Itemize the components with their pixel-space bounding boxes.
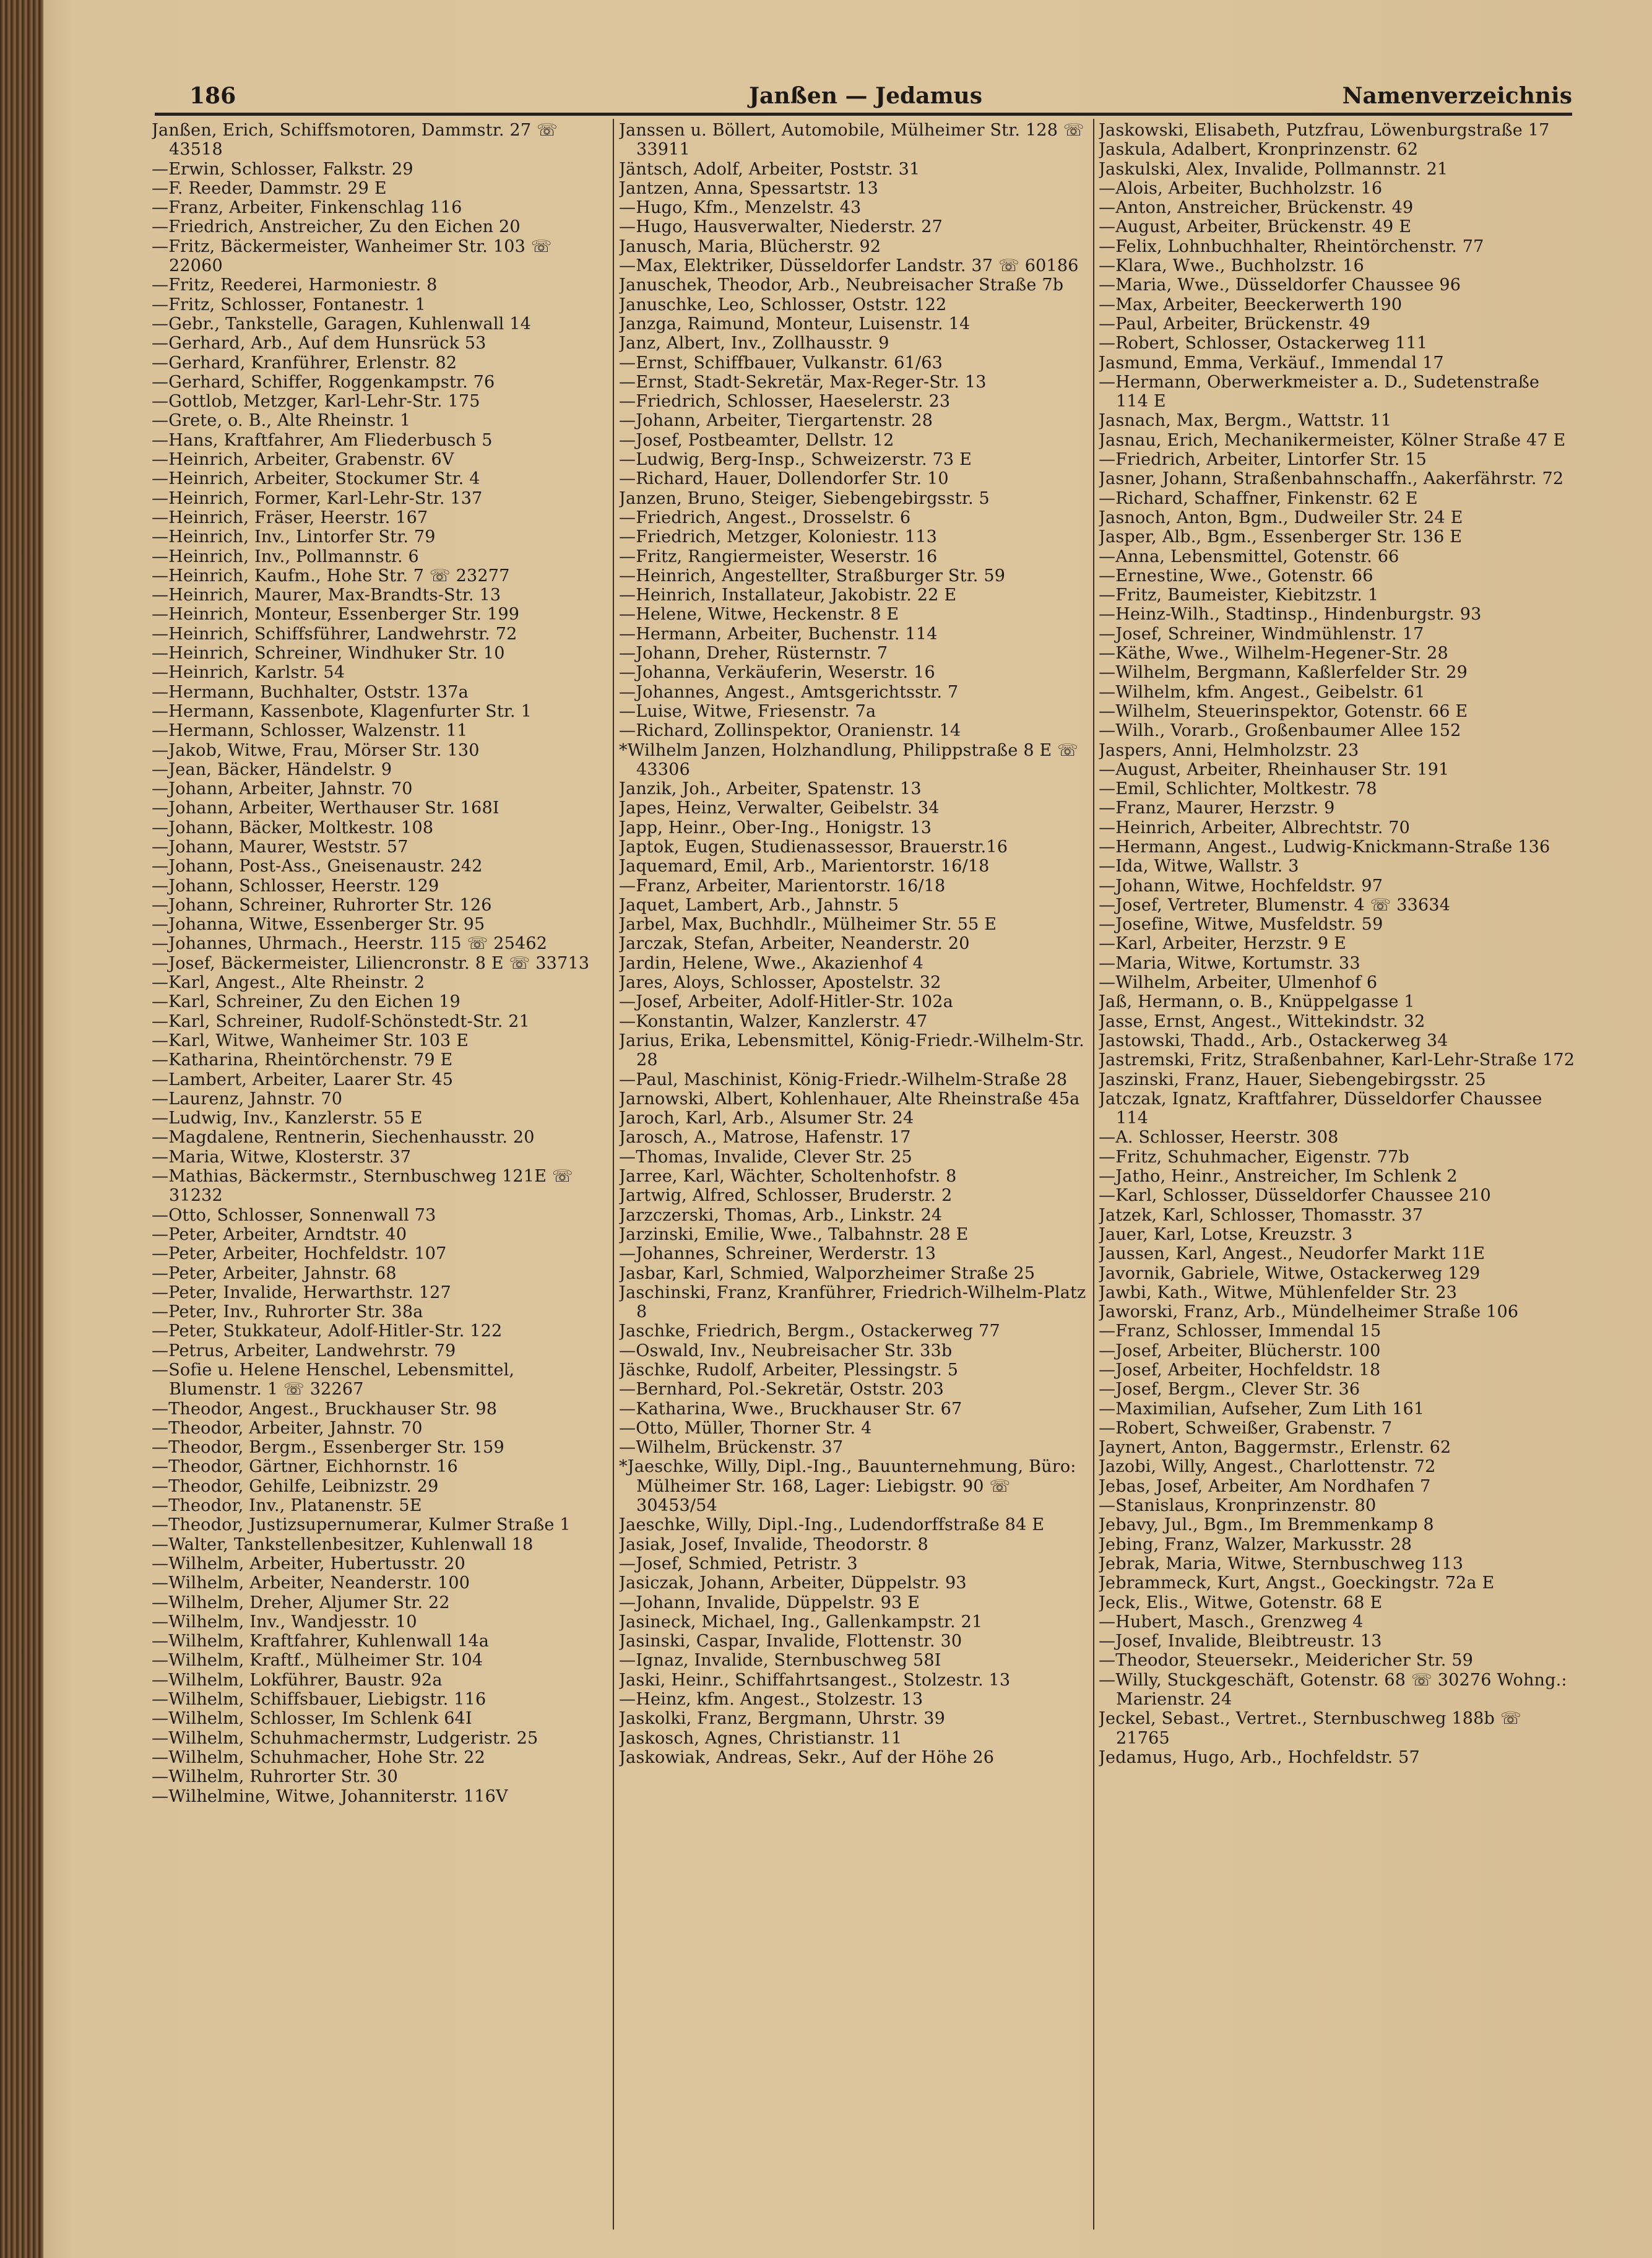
directory-entry: —Heinrich, Maurer, Max-Brandts-Str. 13 <box>152 586 501 605</box>
directory-entry: —Franz, Arbeiter, Marientorstr. 16/18 <box>619 876 946 896</box>
page-title: Janßen — Jedamus <box>749 83 982 109</box>
directory-entry: —Johann, Dreher, Rüsternstr. 7 <box>619 644 888 664</box>
directory-entry: —Hugo, Kfm., Menzelstr. 43 <box>619 198 862 218</box>
directory-entry: Jarius, Erika, Lebensmittel, König-Friedr.-Wilhelm-Str. 28 <box>619 1031 1084 1070</box>
directory-entry: —Wilhelm, Ruhrorter Str. 30 <box>152 1767 399 1787</box>
directory-entry: Jaroch, Karl, Arb., Alsumer Str. 24 <box>619 1109 914 1128</box>
directory-entry: —Johann, Arbeiter, Werthauser Str. 168I <box>152 798 499 818</box>
directory-entry: —Gottlob, Metzger, Karl-Lehr-Str. 175 <box>152 392 480 412</box>
directory-entry: —Hugo, Hausverwalter, Niederstr. 27 <box>619 217 943 237</box>
directory-entry: —Sofie u. Helene Henschel, Lebensmittel, Blumenstr. 1 ☏ 32267 <box>152 1360 515 1399</box>
directory-entry: —Wilhelm, Kraftf., Mülheimer Str. 104 <box>152 1651 483 1671</box>
directory-entry: —Heinrich, Former, Karl-Lehr-Str. 137 <box>152 488 483 508</box>
directory-entry: —Fritz, Bäckermeister, Wanheimer Str. 103 ☏ 22060 <box>152 236 552 276</box>
directory-entry: —Heinrich, Monteur, Essenberger Str. 199 <box>152 605 520 625</box>
directory-entry: —Jean, Bäcker, Händelstr. 9 <box>152 759 392 779</box>
directory-entry: Janzen, Bruno, Steiger, Siebengebirgsstr. 5 <box>619 488 990 508</box>
directory-entry: —Fritz, Rangiermeister, Weserstr. 16 <box>619 547 938 566</box>
directory-entry: Janzik, Joh., Arbeiter, Spatenstr. 13 <box>619 779 922 799</box>
directory-entry: —Heinrich, Arbeiter, Grabenstr. 6V <box>152 450 454 470</box>
directory-entry: Jaskolki, Franz, Bergmann, Uhrstr. 39 <box>619 1709 945 1729</box>
directory-entry: —Peter, Arbeiter, Arndtstr. 40 <box>152 1224 407 1244</box>
directory-entry: —Maria, Witwe, Kortumstr. 33 <box>1099 953 1360 973</box>
directory-entry: —Wilhelm, Schiffsbauer, Liebigstr. 116 <box>152 1690 487 1710</box>
directory-entry: —Theodor, Justizsupernumerar, Kulmer Straße 1 <box>152 1515 571 1535</box>
directory-entry: —Hermann, Kassenbote, Klagenfurter Str. 1 <box>152 701 532 721</box>
directory-entry: —Franz, Arbeiter, Finkenschlag 116 <box>152 198 462 218</box>
directory-entry: —Wilhelm, Arbeiter, Neanderstr. 100 <box>152 1573 470 1593</box>
directory-entry: —Klara, Wwe., Buchholzstr. 16 <box>1099 256 1364 276</box>
directory-entry: —Friedrich, Metzger, Koloniestr. 113 <box>619 527 937 547</box>
directory-entry: Jastowski, Thadd., Arb., Ostackerweg 34 <box>1099 1031 1448 1050</box>
directory-entry: Jasineck, Michael, Ing., Gallenkampstr. 21 <box>619 1612 983 1632</box>
directory-entry: Jarbel, Max, Buchhdlr., Mülheimer Str. 55 E <box>619 915 997 935</box>
directory-entry: Jarosch, A., Matrose, Hafenstr. 17 <box>619 1128 911 1148</box>
directory-entry: —Fritz, Schuhmacher, Eigenstr. 77b <box>1099 1147 1409 1167</box>
directory-entry: —Wilhelm, Lokführer, Baustr. 92a <box>152 1670 443 1690</box>
directory-entry: Javornik, Gabriele, Witwe, Ostackerweg 129 <box>1099 1263 1481 1283</box>
directory-entry: Jartwig, Alfred, Schlosser, Bruderstr. 2 <box>619 1186 953 1206</box>
directory-entry: Januschke, Leo, Schlosser, Oststr. 122 <box>619 295 947 314</box>
directory-entry: —Heinrich, Schreiner, Windhuker Str. 10 <box>152 644 505 664</box>
directory-entry: —Johannes, Uhrmach., Heerstr. 115 ☏ 25462 <box>152 934 548 954</box>
directory-entry: —Heinrich, Schiffsführer, Landwehrstr. 72 <box>152 624 517 644</box>
directory-entry: —Josef, Arbeiter, Blücherstr. 100 <box>1099 1341 1381 1360</box>
directory-entry: —Theodor, Angest., Bruckhauser Str. 98 <box>152 1399 498 1419</box>
directory-entry: Janusch, Maria, Blücherstr. 92 <box>619 236 881 256</box>
directory-entry: —Hermann, Arbeiter, Buchenstr. 114 <box>619 624 938 644</box>
directory-entry: —Thomas, Invalide, Clever Str. 25 <box>619 1147 912 1167</box>
directory-entry: —Richard, Hauer, Dollendorfer Str. 10 <box>619 469 949 489</box>
column-2 <box>619 121 1089 2231</box>
directory-entry: Jasbar, Karl, Schmied, Walporzheimer Straße 25 <box>619 1263 1036 1283</box>
directory-entry: —Alois, Arbeiter, Buchholzstr. 16 <box>1099 178 1383 198</box>
directory-entry: Jebas, Josef, Arbeiter, Am Nordhafen 7 <box>1099 1476 1431 1496</box>
directory-entry: —August, Arbeiter, Rheinhauser Str. 191 <box>1099 759 1450 779</box>
directory-entry: —Ludwig, Berg-Insp., Schweizerstr. 73 E <box>619 450 972 470</box>
directory-entry: —Wilhelm, Schuhmachermstr, Ludgeristr. 25 <box>152 1728 538 1748</box>
directory-entry: Jaski, Heinr., Schiffahrtsangest., Stolzestr. 13 <box>619 1670 1011 1690</box>
directory-entry: —Josef, Vertreter, Blumenstr. 4 ☏ 33634 <box>1099 895 1451 915</box>
directory-entry: —Wilhelmine, Witwe, Johanniterstr. 116V <box>152 1786 508 1806</box>
directory-entry: —Johann, Maurer, Weststr. 57 <box>152 837 409 857</box>
directory-entry: —Ignaz, Invalide, Sternbuschweg 58I <box>619 1651 941 1671</box>
directory-entry: —Wilhelm, Brückenstr. 37 <box>619 1438 844 1458</box>
directory-entry: —Gerhard, Kranführer, Erlenstr. 82 <box>152 353 457 373</box>
directory-entry: —Fritz, Reederei, Harmoniestr. 8 <box>152 275 438 295</box>
directory-entry: Jastremski, Fritz, Straßenbahner, Karl-Lehr-Straße 172 <box>1099 1050 1575 1070</box>
directory-entry: —Johann, Schreiner, Ruhrorter Str. 126 <box>152 895 492 915</box>
directory-entry: —Peter, Invalide, Herwarthstr. 127 <box>152 1283 451 1302</box>
column-divider <box>1093 119 1094 2230</box>
directory-entry: —Stanislaus, Kronprinzenstr. 80 <box>1099 1496 1377 1516</box>
directory-entry: Jarree, Karl, Wächter, Scholtenhofstr. 8 <box>619 1167 957 1187</box>
directory-entry: —Oswald, Inv., Neubreisacher Str. 33b <box>619 1341 953 1360</box>
directory-entry: —Franz, Schlosser, Immendal 15 <box>1099 1321 1382 1341</box>
directory-entry: —Josef, Arbeiter, Hochfeldstr. 18 <box>1099 1360 1381 1380</box>
directory-entry: Jebing, Franz, Walzer, Markusstr. 28 <box>1099 1534 1412 1554</box>
directory-entry: —Friedrich, Arbeiter, Lintorfer Str. 15 <box>1099 450 1427 470</box>
directory-entry: —Laurenz, Jahnstr. 70 <box>152 1089 343 1109</box>
directory-entry: —Helene, Witwe, Heckenstr. 8 E <box>619 605 899 625</box>
directory-entry: —Wilhelm, Schlosser, Im Schlenk 64I <box>152 1709 472 1729</box>
section-title: Namenverzeichnis <box>1342 83 1572 109</box>
directory-entry: *Jaeschke, Willy, Dipl.-Ing., Bauunternehmung, Büro: Mülheimer Str. 168, Lager: Liebigstr. 90 ☏ 30453/54 <box>619 1457 1076 1516</box>
directory-entry: Jarzczerski, Thomas, Arb., Linkstr. 24 <box>619 1205 943 1225</box>
directory-entry: —Jatho, Heinr., Anstreicher, Im Schlenk 2 <box>1099 1167 1458 1187</box>
directory-entry: —Heinrich, Kaufm., Hohe Str. 7 ☏ 23277 <box>152 566 510 586</box>
directory-entry: Jantzen, Anna, Spessartstr. 13 <box>619 178 878 198</box>
directory-entry: —Hermann, Schlosser, Walzenstr. 11 <box>152 721 468 741</box>
directory-entry: —Franz, Maurer, Herzstr. 9 <box>1099 798 1335 818</box>
directory-entry: —Wilhelm, Arbeiter, Ulmenhof 6 <box>1099 973 1378 993</box>
header-rule <box>155 113 1572 116</box>
directory-entry: —Ernst, Stadt-Sekretär, Max-Reger-Str. 13 <box>619 372 987 392</box>
directory-entry: —Theodor, Arbeiter, Jahnstr. 70 <box>152 1418 423 1438</box>
directory-entry: —Wilhelm, Dreher, Aljumer Str. 22 <box>152 1593 450 1612</box>
directory-entry: Jatczak, Ignatz, Kraftfahrer, Düsseldorfer Chaussee 114 <box>1099 1089 1542 1128</box>
directory-entry: Jazobi, Willy, Angest., Charlottenstr. 72 <box>1099 1457 1436 1477</box>
directory-entry: Jaskula, Adalbert, Kronprinzenstr. 62 <box>1099 140 1419 160</box>
directory-entry: —Magdalene, Rentnerin, Siechenhausstr. 20 <box>152 1128 535 1148</box>
directory-entry: —Gerhard, Arb., Auf dem Hunsrück 53 <box>152 334 487 353</box>
directory-entry: Janz, Albert, Inv., Zollhausstr. 9 <box>619 334 889 353</box>
directory-entry: Jares, Aloys, Schlosser, Apostelstr. 32 <box>619 973 941 993</box>
directory-entry: —Josefine, Witwe, Musfeldstr. 59 <box>1099 915 1383 935</box>
directory-entry: —Theodor, Gehilfe, Leibnizstr. 29 <box>152 1476 439 1496</box>
directory-entry: Janssen u. Böllert, Automobile, Mülheimer Str. 128 ☏ 33911 <box>619 121 1084 160</box>
column-divider <box>613 119 614 2230</box>
directory-entry: Jeckel, Sebast., Vertret., Sternbuschweg 188b ☏ 21765 <box>1099 1709 1521 1748</box>
directory-entry: —Ludwig, Inv., Kanzlerstr. 55 E <box>152 1109 423 1128</box>
directory-entry: Jarnowski, Albert, Kohlenhauer, Alte Rheinstraße 45a <box>619 1089 1080 1109</box>
directory-entry: —Petrus, Arbeiter, Landwehrstr. 79 <box>152 1341 456 1360</box>
directory-entry: —Johannes, Schreiner, Werderstr. 13 <box>619 1244 936 1264</box>
directory-entry: —Max, Arbeiter, Beeckerwerth 190 <box>1099 295 1403 314</box>
book-gutter <box>0 0 43 2258</box>
directory-entry: —Katharina, Rheintörchenstr. 79 E <box>152 1050 453 1070</box>
directory-entry: —Johann, Schlosser, Heerstr. 129 <box>152 876 439 896</box>
directory-entry: —Jakob, Witwe, Frau, Mörser Str. 130 <box>152 740 480 760</box>
directory-entry: —Paul, Maschinist, König-Friedr.-Wilhelm-Straße 28 <box>619 1070 1068 1089</box>
directory-entry: —Heinrich, Fräser, Heerstr. 167 <box>152 508 428 527</box>
directory-entry: —Johann, Arbeiter, Tiergartenstr. 28 <box>619 411 933 431</box>
directory-entry: —Karl, Witwe, Wanheimer Str. 103 E <box>152 1031 469 1050</box>
directory-entry: —Gerhard, Schiffer, Roggenkampstr. 76 <box>152 372 495 392</box>
directory-entry: —Ernst, Schiffbauer, Vulkanstr. 61/63 <box>619 353 943 373</box>
directory-entry: Jebrammeck, Kurt, Angst., Goeckingstr. 72a E <box>1099 1573 1495 1593</box>
directory-entry: Jasnau, Erich, Mechanikermeister, Kölner Straße 47 E <box>1099 430 1566 450</box>
directory-entry: Janzga, Raimund, Monteur, Luisenstr. 14 <box>619 314 971 334</box>
directory-entry: Japes, Heinz, Verwalter, Geibelstr. 34 <box>619 798 940 818</box>
directory-entry: —Theodor, Inv., Platanenstr. 5E <box>152 1496 422 1516</box>
directory-entry: —Ernestine, Wwe., Gotenstr. 66 <box>1099 566 1373 586</box>
directory-entry: —Friedrich, Angest., Drosselstr. 6 <box>619 508 911 527</box>
directory-entry: Jasinski, Caspar, Invalide, Flottenstr. 30 <box>619 1632 962 1651</box>
directory-entry: —Felix, Lohnbuchhalter, Rheintörchenstr. 77 <box>1099 236 1484 256</box>
directory-entry: —Josef, Schmied, Petristr. 3 <box>619 1554 858 1573</box>
directory-entry: Jaspers, Anni, Helmholzstr. 23 <box>1099 740 1359 760</box>
directory-entry: —Hubert, Masch., Grenzweg 4 <box>1099 1612 1364 1632</box>
directory-entry: —Fritz, Baumeister, Kiebitzstr. 1 <box>1099 586 1379 605</box>
directory-entry: —Johann, Post-Ass., Gneisenaustr. 242 <box>152 857 483 876</box>
directory-entry: —Otto, Schlosser, Sonnenwall 73 <box>152 1205 436 1225</box>
directory-entry: Jasnach, Max, Bergm., Wattstr. 11 <box>1099 411 1392 431</box>
directory-entry: —Fritz, Schlosser, Fontanestr. 1 <box>152 295 426 314</box>
directory-entry: —Peter, Inv., Ruhrorter Str. 38a <box>152 1302 423 1322</box>
directory-entry: —Heinz-Wilh., Stadtinsp., Hindenburgstr. 93 <box>1099 605 1482 625</box>
directory-entry: —Otto, Müller, Thorner Str. 4 <box>619 1418 872 1438</box>
directory-entry: Jebavy, Jul., Bgm., Im Bremmenkamp 8 <box>1099 1515 1434 1535</box>
page-header <box>155 83 1572 111</box>
directory-entry: —Theodor, Bergm., Essenberger Str. 159 <box>152 1438 504 1458</box>
directory-entry: —Richard, Zollinspektor, Oranienstr. 14 <box>619 721 961 741</box>
directory-entry: —August, Arbeiter, Brückenstr. 49 E <box>1099 217 1412 237</box>
directory-entry: —Josef, Schreiner, Windmühlenstr. 17 <box>1099 624 1424 644</box>
directory-entry: —Wilhelm, Kraftfahrer, Kuhlenwall 14a <box>152 1632 490 1651</box>
directory-entry: —Anton, Anstreicher, Brückenstr. 49 <box>1099 198 1414 218</box>
directory-entry: —Karl, Angest., Alte Rheinstr. 2 <box>152 973 425 993</box>
column-1 <box>152 121 608 2231</box>
directory-entry: Jaskowski, Elisabeth, Putzfrau, Löwenburgstraße 17 <box>1099 121 1550 140</box>
directory-entry: —Johann, Arbeiter, Jahnstr. 70 <box>152 779 413 799</box>
directory-entry: —Wilhelm, Schuhmacher, Hohe Str. 22 <box>152 1747 485 1767</box>
directory-entry: —Käthe, Wwe., Wilhelm-Hegener-Str. 28 <box>1099 644 1448 664</box>
directory-entry: Jedamus, Hugo, Arb., Hochfeldstr. 57 <box>1099 1747 1420 1767</box>
directory-entry: Jäntsch, Adolf, Arbeiter, Poststr. 31 <box>619 159 920 179</box>
directory-entry: Jaschinski, Franz, Kranführer, Friedrich-Wilhelm-Platz 8 <box>619 1283 1086 1322</box>
directory-entry: —Erwin, Schlosser, Falkstr. 29 <box>152 159 413 179</box>
directory-entry: —Theodor, Gärtner, Eichhornstr. 16 <box>152 1457 458 1477</box>
directory-entry: —Heinrich, Arbeiter, Albrechtstr. 70 <box>1099 818 1411 837</box>
directory-entry: —Johann, Invalide, Düppelstr. 93 E <box>619 1593 920 1612</box>
directory-entry: Jasiak, Josef, Invalide, Theodorstr. 8 <box>619 1534 928 1554</box>
directory-entry: —Walter, Tankstellenbesitzer, Kuhlenwall 18 <box>152 1534 534 1554</box>
directory-entry: —Wilhelm, Steuerinspektor, Gotenstr. 66 E <box>1099 701 1468 721</box>
directory-entry: —Anna, Lebensmittel, Gotenstr. 66 <box>1099 547 1399 566</box>
directory-entry: —Heinrich, Installateur, Jakobistr. 22 E <box>619 586 957 605</box>
directory-entry: —Karl, Schlosser, Düsseldorfer Chaussee 210 <box>1099 1186 1491 1206</box>
directory-entry: —Wilhelm, Inv., Wandjesstr. 10 <box>152 1612 417 1632</box>
directory-entry: —Josef, Postbeamter, Dellstr. 12 <box>619 430 894 450</box>
directory-entry: Jasmund, Emma, Verkäuf., Immendal 17 <box>1099 353 1444 373</box>
directory-entry: —Hermann, Oberwerkmeister a. D., Sudetenstraße 114 E <box>1099 372 1540 412</box>
directory-entry: —Peter, Arbeiter, Jahnstr. 68 <box>152 1263 397 1283</box>
directory-entry: —F. Reeder, Dammstr. 29 E <box>152 178 387 198</box>
directory-entry: —Richard, Schaffner, Finkenstr. 62 E <box>1099 488 1418 508</box>
directory-entry: —Josef, Bergm., Clever Str. 36 <box>1099 1380 1360 1399</box>
directory-entry: —Willy, Stuckgeschäft, Gotenstr. 68 ☏ 30276 Wohng.: Marienstr. 24 <box>1099 1670 1567 1710</box>
directory-entry: —Karl, Schreiner, Zu den Eichen 19 <box>152 992 461 1012</box>
directory-entry: —Maximilian, Aufseher, Zum Lith 161 <box>1099 1399 1425 1419</box>
directory-entry: Jawbi, Kath., Witwe, Mühlenfelder Str. 23 <box>1099 1283 1458 1302</box>
directory-entry: —Lambert, Arbeiter, Laarer Str. 45 <box>152 1070 454 1089</box>
directory-entry: Jaschke, Friedrich, Bergm., Ostackerweg 77 <box>619 1321 1000 1341</box>
directory-entry: —Maria, Witwe, Klosterstr. 37 <box>152 1147 412 1167</box>
directory-entry: —Grete, o. B., Alte Rheinstr. 1 <box>152 411 411 431</box>
directory-entry: —Luise, Witwe, Friesenstr. 7a <box>619 701 876 721</box>
directory-entry: Jaquet, Lambert, Arb., Jahnstr. 5 <box>619 895 899 915</box>
directory-entry: Japp, Heinr., Ober-Ing., Honigstr. 13 <box>619 818 932 837</box>
directory-entry: —Josef, Invalide, Bleibtreustr. 13 <box>1099 1632 1382 1651</box>
directory-entry: Jeck, Elis., Witwe, Gotenstr. 68 E <box>1099 1593 1383 1612</box>
directory-entry: Jasner, Johann, Straßenbahnschaffn., Aakerfährstr. 72 <box>1099 469 1564 489</box>
directory-entry: —Heinz, kfm. Angest., Stolzestr. 13 <box>619 1690 923 1710</box>
directory-entry: Jaynert, Anton, Baggermstr., Erlenstr. 62 <box>1099 1438 1451 1458</box>
directory-entry: —Friedrich, Anstreicher, Zu den Eichen 20 <box>152 217 521 237</box>
directory-entry: —Johanna, Verkäuferin, Weserstr. 16 <box>619 663 935 683</box>
directory-entry: Jebrak, Maria, Witwe, Sternbuschweg 113 <box>1099 1554 1464 1573</box>
directory-entry: —Peter, Arbeiter, Hochfeldstr. 107 <box>152 1244 447 1264</box>
directory-entry: —Wilh., Vorarb., Großenbaumer Allee 152 <box>1099 721 1461 741</box>
directory-entry: —Josef, Arbeiter, Adolf-Hitler-Str. 102a <box>619 992 953 1012</box>
directory-entry: Jaquemard, Emil, Arb., Marientorstr. 16/18 <box>619 857 990 876</box>
directory-entry: —Maria, Wwe., Düsseldorfer Chaussee 96 <box>1099 275 1461 295</box>
directory-entry: —Peter, Stukkateur, Adolf-Hitler-Str. 122 <box>152 1321 503 1341</box>
directory-entry: —Heinrich, Karlstr. 54 <box>152 663 345 683</box>
directory-entry: Jaskulski, Alex, Invalide, Pollmannstr. 21 <box>1099 159 1448 179</box>
directory-entry: Jasse, Ernst, Angest., Wittekindstr. 32 <box>1099 1011 1425 1031</box>
directory-entry: Jarzinski, Emilie, Wwe., Talbahnstr. 28 E <box>619 1224 969 1244</box>
directory-entry: —Karl, Schreiner, Rudolf-Schönstedt-Str. 21 <box>152 1011 530 1031</box>
directory-entry: —Hermann, Angest., Ludwig-Knickmann-Straße 136 <box>1099 837 1550 857</box>
directory-entry: Janßen, Erich, Schiffsmotoren, Dammstr. 27 ☏ 43518 <box>152 121 558 160</box>
directory-entry: —Heinrich, Inv., Lintorfer Str. 79 <box>152 527 436 547</box>
directory-entry: Jatzek, Karl, Schlosser, Thomasstr. 37 <box>1099 1205 1424 1225</box>
directory-entry: —Bernhard, Pol.-Sekretär, Oststr. 203 <box>619 1380 944 1399</box>
directory-entry: —Katharina, Wwe., Bruckhauser Str. 67 <box>619 1399 962 1419</box>
directory-entry: —Heinrich, Angestellter, Straßburger Str. 59 <box>619 566 1006 586</box>
directory-entry: —Hans, Kraftfahrer, Am Fliederbusch 5 <box>152 430 493 450</box>
directory-entry: —Gebr., Tankstelle, Garagen, Kuhlenwall 14 <box>152 314 532 334</box>
directory-entry: —Friedrich, Schlosser, Haeselerstr. 23 <box>619 392 951 412</box>
directory-entry: Jaeschke, Willy, Dipl.-Ing., Ludendorffstraße 84 E <box>619 1515 1045 1535</box>
directory-entry: Januschek, Theodor, Arb., Neubreisacher Straße 7b <box>619 275 1064 295</box>
directory-entry: Jarczak, Stefan, Arbeiter, Neanderstr. 20 <box>619 934 970 954</box>
directory-entry: —Mathias, Bäckermstr., Sternbuschweg 121E ☏ 31232 <box>152 1167 573 1206</box>
directory-entry: —Konstantin, Walzer, Kanzlerstr. 47 <box>619 1011 928 1031</box>
directory-entry: —Wilhelm, Arbeiter, Hubertusstr. 20 <box>152 1554 465 1573</box>
directory-entry: —Heinrich, Inv., Pollmannstr. 6 <box>152 547 419 566</box>
directory-entry: —Heinrich, Arbeiter, Stockumer Str. 4 <box>152 469 480 489</box>
directory-entry: Jasper, Alb., Bgm., Essenberger Str. 136 E <box>1099 527 1463 547</box>
directory-entry: Jardin, Helene, Wwe., Akazienhof 4 <box>619 953 923 973</box>
directory-entry: —Johanna, Witwe, Essenberger Str. 95 <box>152 915 485 935</box>
directory-entry: —A. Schlosser, Heerstr. 308 <box>1099 1128 1339 1148</box>
directory-entry: Jauer, Karl, Lotse, Kreuzstr. 3 <box>1099 1224 1353 1244</box>
directory-entry: —Paul, Arbeiter, Brückenstr. 49 <box>1099 314 1370 334</box>
directory-entry: —Ida, Witwe, Wallstr. 3 <box>1099 857 1299 876</box>
directory-entry: —Wilhelm, kfm. Angest., Geibelstr. 61 <box>1099 682 1425 702</box>
directory-entry: Jaszinski, Franz, Hauer, Siebengebirgsstr. 25 <box>1099 1070 1486 1089</box>
directory-entry: —Josef, Bäckermeister, Liliencronstr. 8 E ☏ 33713 <box>152 953 590 973</box>
directory-entry: —Johann, Bäcker, Moltkestr. 108 <box>152 818 434 837</box>
directory-entry: Jaß, Hermann, o. B., Knüppelgasse 1 <box>1099 992 1415 1012</box>
page-number: 186 <box>189 83 236 109</box>
directory-entry: —Johannes, Angest., Amtsgerichtsstr. 7 <box>619 682 959 702</box>
directory-entry: Jaworski, Franz, Arb., Mündelheimer Straße 106 <box>1099 1302 1519 1322</box>
directory-entry: —Robert, Schlosser, Ostackerweg 111 <box>1099 334 1428 353</box>
directory-entry: Jaskowiak, Andreas, Sekr., Auf der Höhe 26 <box>619 1747 995 1767</box>
directory-entry: *Wilhelm Janzen, Holzhandlung, Philippstraße 8 E ☏ 43306 <box>619 740 1079 779</box>
directory-entry: —Wilhelm, Bergmann, Kaßlerfelder Str. 29 <box>1099 663 1468 683</box>
directory-entry: Jäschke, Rudolf, Arbeiter, Plessingstr. 5 <box>619 1360 959 1380</box>
directory-entry: Jasiczak, Johann, Arbeiter, Düppelstr. 93 <box>619 1573 967 1593</box>
directory-entry: —Karl, Arbeiter, Herzstr. 9 E <box>1099 934 1346 954</box>
directory-entry: Jasnoch, Anton, Bgm., Dudweiler Str. 24 E <box>1099 508 1463 527</box>
directory-entry: —Robert, Schweißer, Grabenstr. 7 <box>1099 1418 1393 1438</box>
directory-entry: —Hermann, Buchhalter, Oststr. 137a <box>152 682 469 702</box>
directory-entry: —Max, Elektriker, Düsseldorfer Landstr. 37 ☏ 60186 <box>619 256 1079 276</box>
directory-entry: —Johann, Witwe, Hochfeldstr. 97 <box>1099 876 1383 896</box>
directory-entry: Jaussen, Karl, Angest., Neudorfer Markt 11E <box>1099 1244 1486 1264</box>
directory-entry: Jaskosch, Agnes, Christianstr. 11 <box>619 1728 902 1748</box>
directory-entry: —Emil, Schlichter, Moltkestr. 78 <box>1099 779 1377 799</box>
directory-entry: —Theodor, Steuersekr., Meidericher Str. 59 <box>1099 1651 1474 1671</box>
column-3 <box>1099 121 1575 2231</box>
directory-entry: Japtok, Eugen, Studienassessor, Brauerstr.16 <box>619 837 1008 857</box>
